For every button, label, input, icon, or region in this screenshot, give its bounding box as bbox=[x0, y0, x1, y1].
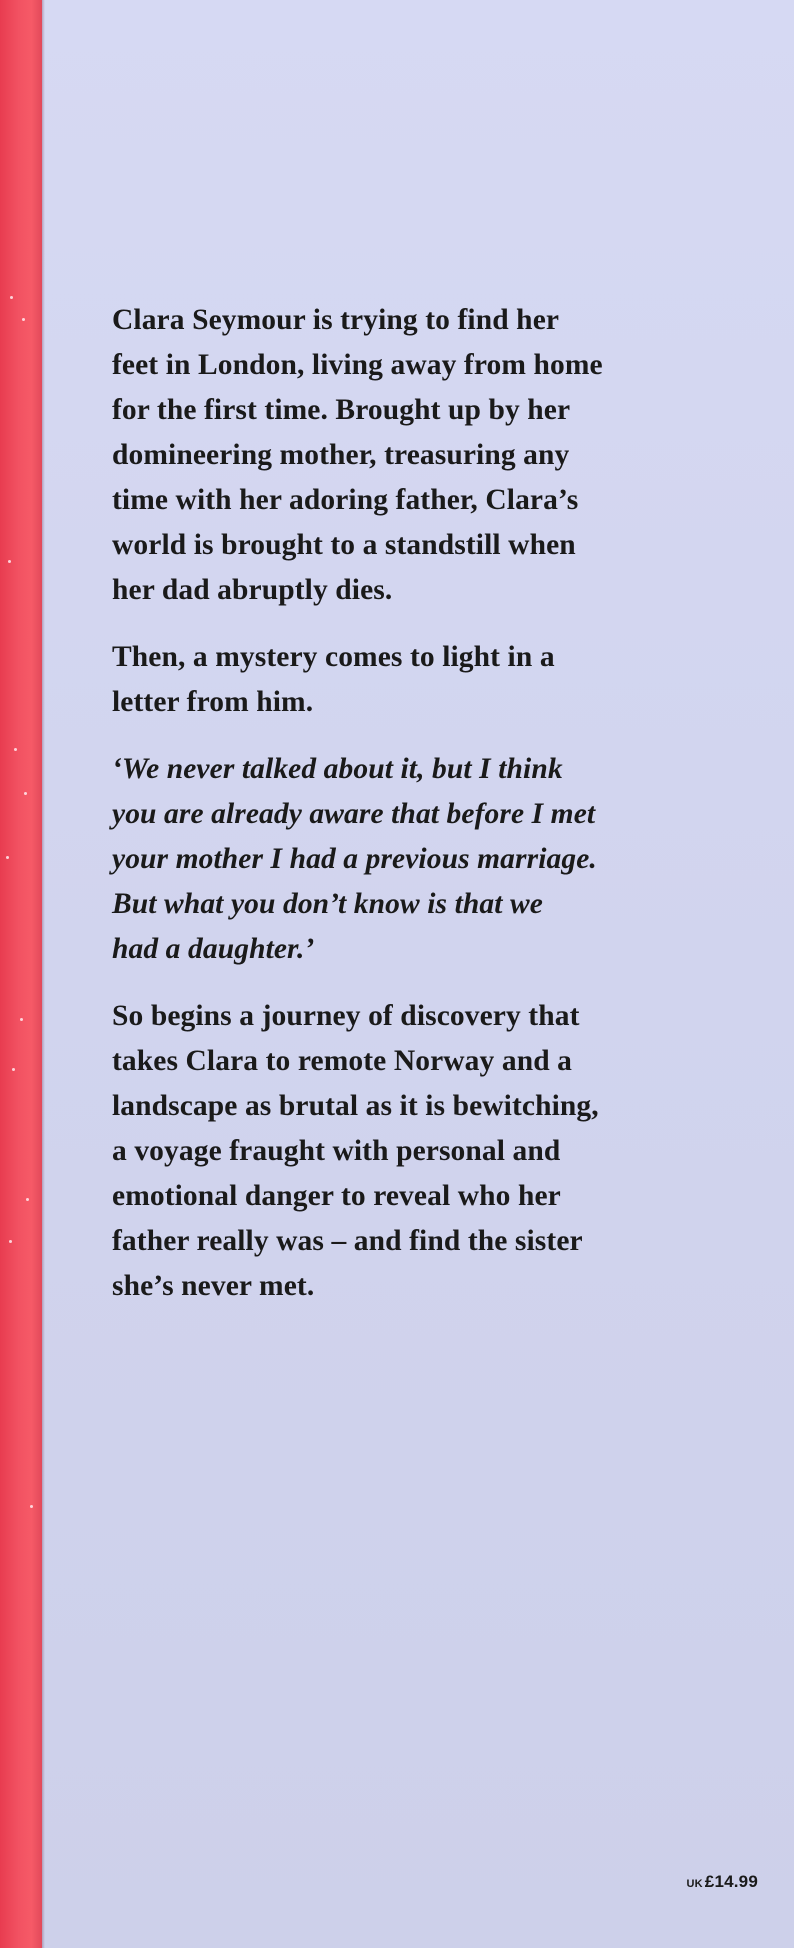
spine-speck bbox=[22, 318, 25, 321]
price-region: UK bbox=[686, 1878, 703, 1890]
spine-speck bbox=[14, 748, 17, 751]
blurb-paragraph-1: Clara Seymour is trying to find her feet in London, living away from home for the first time. Brought up by her domineering mother, treasuring any time with her adoring father, Clara’s world is brought to a standstill when her dad abruptly dies. bbox=[112, 304, 603, 606]
price-label bbox=[687, 1872, 759, 1892]
spine-speck bbox=[24, 792, 27, 795]
spine-shadow bbox=[42, 0, 45, 1948]
spine-speck bbox=[26, 1198, 29, 1201]
blurb-text bbox=[112, 298, 732, 1331]
blurb-paragraph-4: So begins a journey of discovery that takes Clara to remote Norway and a landscape as brutal as it is bewitching, a voyage fraught with personal and emotional danger to reveal who her father really was – and find the sister she’s never met. bbox=[112, 1000, 599, 1302]
spine-speck bbox=[20, 1018, 23, 1021]
blurb-quote: ‘We never talked about it, but I think you are already aware that before I met your mother I had a previous marriage. But what you don’t know is that we had a daughter.’ bbox=[112, 753, 597, 965]
blurb-paragraph-2: Then, a mystery comes to light in a letter from him. bbox=[112, 641, 555, 718]
spine-speck bbox=[8, 560, 11, 563]
price-amount: £14.99 bbox=[704, 1872, 758, 1891]
red-spine-strip bbox=[0, 0, 42, 1948]
spine-speck bbox=[30, 1505, 33, 1508]
spine-speck bbox=[12, 1068, 15, 1071]
spine-speck bbox=[9, 1240, 12, 1243]
spine-speck bbox=[6, 856, 9, 859]
spine-speck bbox=[10, 296, 13, 299]
